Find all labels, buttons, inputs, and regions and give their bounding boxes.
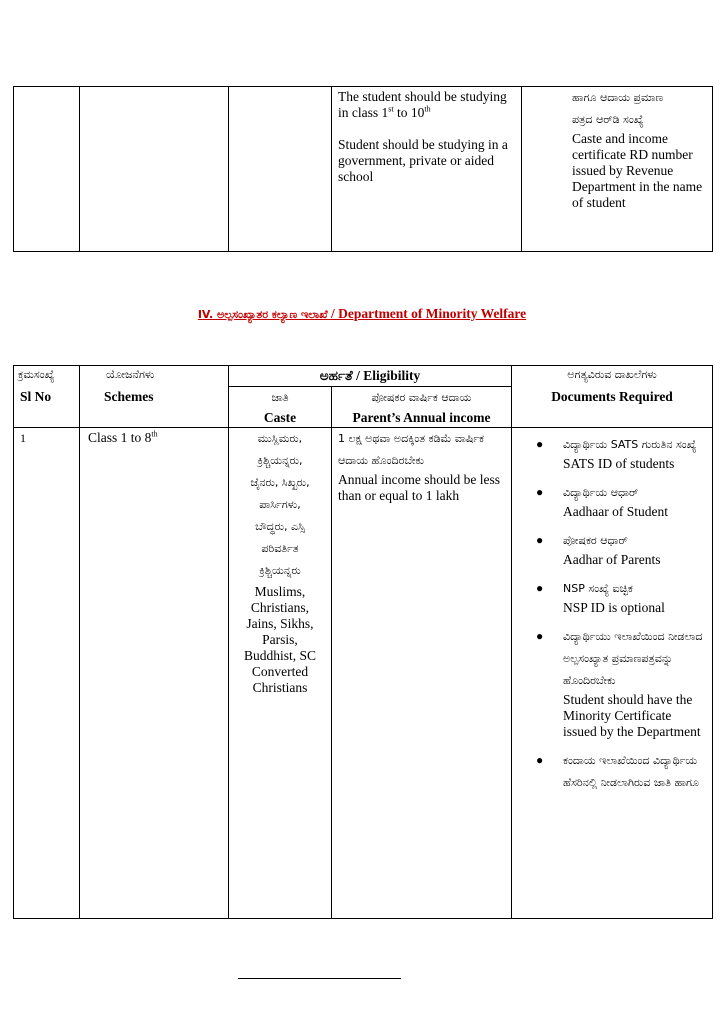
header-schemes	[80, 366, 229, 428]
document-item	[520, 750, 708, 794]
header-eligibility-text: ಅರ್ಹತೆ / Eligibility	[319, 368, 421, 383]
document-item	[520, 434, 708, 472]
income-english: Annual income should be less than or equal to 1 lakh	[338, 472, 500, 503]
document-item	[520, 626, 708, 740]
documents-list	[512, 428, 712, 794]
bullet-icon: ●	[536, 437, 544, 451]
document-english: Student should have the Minority Certificate issued by the Department	[563, 692, 701, 739]
continued-table	[13, 86, 713, 252]
documents-cell	[522, 87, 713, 252]
docs-kannada-line1: ಹಾಗೂ ಆದಾಯ ಪ್ರಮಾಣ	[572, 91, 664, 104]
minority-welfare-table	[13, 365, 713, 919]
header-documents-english: Documents Required	[551, 389, 673, 404]
document-kannada: ವಿದ್ಯಾರ್ಥಿಯ ಆಧಾರ್	[563, 486, 639, 499]
bullet-icon: ●	[536, 753, 544, 767]
row-caste	[229, 428, 332, 919]
row-income	[332, 428, 512, 919]
header-income-kannada: ಪೋಷಕರ ವಾರ್ಷಿಕ ಆದಾಯ	[371, 391, 472, 404]
bullet-icon: ●	[536, 485, 544, 499]
document-english: NSP ID is optional	[563, 600, 665, 615]
row-scheme	[80, 428, 229, 919]
section-heading-kannada: IV. ಅಲ್ಪಸಂಖ್ಯಾತರ ಕಲ್ಯಾಣ ಇಲಾಖೆ	[197, 308, 328, 321]
caste-line: ಬೌದ್ಧರು, ಎಸ್ಸಿ	[255, 520, 305, 533]
document-english: Aadhaar of Student	[563, 504, 668, 519]
footnote-separator	[238, 978, 401, 979]
header-caste-english: Caste	[263, 410, 297, 425]
header-slno-kannada: ಕ್ರಮಸಂಖ್ಯೆ	[18, 368, 55, 381]
document-kannada: ವಿದ್ಯಾರ್ಥಿಯು ಇಲಾಖೆಯಿಂದ ನೀಡಲಾದ ಅಲ್ಪಸಂಖ್ಯಾತ ಪ್ರಮಾಣಪತ್ರವನ್ನು ಹೊಂದಿರಬೇಕು	[563, 630, 703, 687]
header-slno	[14, 366, 80, 428]
empty-cell	[229, 87, 332, 252]
caste-line: ಕ್ರಿಶ್ಚಿಯನ್ನರು	[259, 564, 301, 577]
row-documents	[512, 428, 713, 919]
docs-kannada-line2: ಪತ್ರದ ಆರ್‌ಡಿ ಸಂಖ್ಯೆ	[572, 113, 644, 126]
row-slno	[14, 428, 80, 919]
docs-english-text: Caste and income certificate RD number issued by Revenue Department in the name of student	[572, 131, 703, 210]
document-kannada: ಪೋಷಕರ ಆಧಾರ್	[563, 534, 628, 547]
header-documents	[512, 366, 713, 428]
header-caste-kannada: ಜಾತಿ	[271, 391, 289, 404]
slno-value: 1	[20, 431, 26, 445]
document-item	[520, 530, 708, 568]
bullet-icon: ●	[536, 629, 544, 643]
header-income-english: Parent’s Annual income	[352, 410, 491, 425]
header-schemes-kannada: ಯೋಜನೆಗಳು	[106, 368, 155, 381]
bullet-icon: ●	[536, 581, 544, 595]
caste-english: Muslims, Christians, Jains, Sikhs, Parsis, Buddhist, SC Converted Christians	[243, 584, 317, 695]
document-item	[520, 578, 708, 616]
header-schemes-english: Schemes	[104, 389, 154, 404]
empty-cell	[14, 87, 80, 252]
caste-line: ಕ್ರಿಶ್ಚಿಯನ್ನರು,	[257, 454, 303, 467]
section-heading-english: / Department of Minority Welfare	[327, 306, 527, 321]
caste-line: ಜೈನರು, ಸಿಖ್ಖರು,	[250, 476, 310, 489]
caste-kannada-list	[229, 428, 331, 582]
section-heading	[0, 306, 724, 323]
document-english: Aadhar of Parents	[563, 552, 661, 567]
document-item	[520, 482, 708, 520]
header-income	[332, 387, 512, 428]
caste-line: ಮುಸ್ಲಿಮರು,	[257, 432, 303, 445]
document-kannada: ಕಂದಾಯ ಇಲಾಖೆಯಿಂದ ವಿದ್ಯಾರ್ಥಿಯ ಹೆಸರಿನಲ್ಲಿ ನೀಡಲಾಗಿರುವ ಜಾತಿ ಹಾಗೂ	[563, 754, 699, 789]
eligibility-class-text: The student should be studying in class 1st to 10th	[338, 89, 507, 120]
document-english: SATS ID of students	[563, 456, 675, 471]
bullet-icon: ●	[536, 533, 544, 547]
header-slno-english: Sl No	[20, 389, 52, 404]
caste-line: ಪಾರ್ಸಿಗಳು,	[259, 498, 301, 511]
eligibility-cell	[332, 87, 522, 252]
scheme-value: Class 1 to 8th	[88, 429, 158, 445]
header-caste	[229, 387, 332, 428]
header-eligibility	[229, 366, 512, 387]
income-kannada: 1 ಲಕ್ಷ ಅಥವಾ ಅದಕ್ಕಿಂತ ಕಡಿಮೆ ವಾರ್ಷಿಕ ಆದಾಯ ಹೊಂದಿರಬೇಕು	[338, 432, 484, 467]
eligibility-school-text: Student should be studying in a government, private or aided school	[338, 137, 508, 184]
document-kannada: NSP ಸಂಖ್ಯೆ ಐಚ್ಛಿಕ	[563, 582, 633, 595]
header-documents-kannada: ಅಗತ್ಯವಿರುವ ದಾಖಲೆಗಳು	[567, 368, 657, 381]
caste-line: ಪರಿವರ್ತಿತ	[261, 542, 299, 555]
empty-cell	[80, 87, 229, 252]
document-kannada: ವಿದ್ಯಾರ್ಥಿಯ SATS ಗುರುತಿನ ಸಂಖ್ಯೆ	[563, 438, 697, 451]
